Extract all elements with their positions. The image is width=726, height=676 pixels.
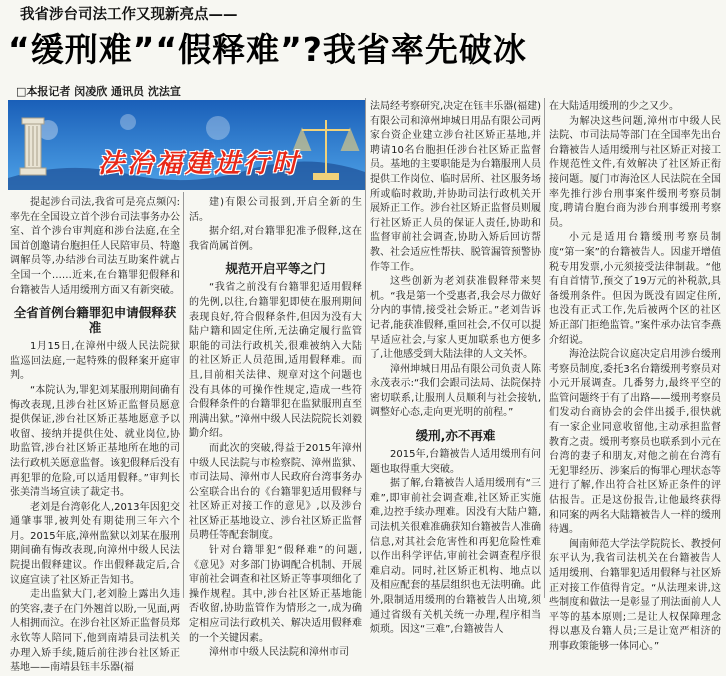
article-byline: □本报记者 闵凌欣 通讯员 沈法宣 xyxy=(16,85,181,98)
subheading: 全省首例台籍罪犯申请假释获准 xyxy=(13,305,177,336)
paragraph: 漳州市中级人民法院和漳州市司 xyxy=(209,647,349,659)
paragraph: 在大陆适用缓刑的少之又少。 xyxy=(549,101,679,112)
paragraph: 这些创新为老刘获准假释带来契机。“我是第一个受惠者,我会尽力做好分内的事情,接受社会矫正。”老刘告诉记者,能获准假释,重回社会,不仅可以提早适应社会,与家人更加联系也方便多了,让他感受到大陆法律的人文关怀。 xyxy=(370,276,541,361)
article-column-4 xyxy=(549,100,721,652)
paragraph: 漳州坤城日用品有限公司负责人陈永茂表示:“我们会跟司法局、法院保持密切联系,让服刑人员顺利与社会接轨,调整好心态,走向更光明的前程。” xyxy=(370,363,541,419)
banner-title: 法治福建进行时 xyxy=(98,149,302,179)
article-column-1 xyxy=(10,196,180,674)
paragraph: 提起涉台司法,我省可是亮点频闪:率先在全国设立首个涉台司法事务办公室、首个涉台审判庭和涉台法庭,在全国首创邀请台胞担任人民陪审员、特邀调解员等,办结涉台司法互助案件就占全国一个……近来,在台籍罪犯假释和台籍被告人适用缓刑方面又有新突破。 xyxy=(10,197,180,296)
paragraph: 1月15日,在漳州中级人民法院狱监巡回法庭,一起特殊的假释案开庭审判。 xyxy=(10,341,180,382)
paragraph: “本院认为,罪犯刘某服刑期间确有悔改表现,且涉台社区矫正监督员愿意提供保证,涉台社区矫正基地愿意予以收留、接纳并提供住处、就业岗位,协助监管,涉台社区矫正基地所在地的司法行政机关愿意监督。该犯假释后没有再犯罪的危险,可以适用假释。”审判长张美清当场宣读了裁定书。 xyxy=(10,384,180,499)
article-column-2 xyxy=(189,196,362,659)
paragraph: 而此次的突破,得益于2015年漳州中级人民法院与市检察院、漳州监狱、市司法局、漳州市人民政府台湾事务办公室联合出台的《台籍罪犯适用假释与社区矫正对接工作的意见》,以及涉台社区矫正基地设立、涉台社区矫正监督员聘任等配套制度。 xyxy=(189,442,362,542)
paragraph: 小元是适用台籍缓刑考察员制度“第一案”的台籍被告人。因虚开增值税专用发票,小元须接受法律制裁。“他有自首情节,预交了19万元的补税款,具备缓刑条件。但因为既没有固定住所,也没有正式工作,先后被两个区的社区矫正部门拒绝监管。”案件承办法官李燕介绍说。 xyxy=(549,232,721,346)
column-banner xyxy=(8,100,365,190)
paragraph: 据了解,台籍被告人适用缓刑有“三难”,即审前社会调查难,社区矫正实施难,边控手续办理难。因没有大陆户籍,司法机关很难准确获知台籍被告人准确信息,对其社会危害性和再犯危险性难以作出科学评估,审前社会调查程序很难启动。同时,社区矫正机构、地点以及相应配套的基层组织也无法明确。此外,限制适用缓刑的台籍被告人出境,须通过省级有关机关统一办理,程序相当烦琐。因这“三难”,台籍被告人 xyxy=(370,478,541,636)
subheading: 缓刑,亦不再难 xyxy=(415,428,496,444)
paragraph: 老刘是台湾彰化人,2013年因犯交通肇事罪,被判处有期徒刑三年六个月。2015年底,漳州监狱以刘某在服刑期间确有悔改表现,向漳州中级人民法院提出假释建议。作出假释裁定后,合议庭宣读了社区矫正告知书。 xyxy=(10,501,180,586)
article-column-3 xyxy=(370,100,541,636)
paragraph: 为解决这些问题,漳州市中级人民法院、市司法局等部门在全国率先出台台籍被告人适用缓刑与社区矫正对接工作规范性文件,有效解决了社区矫正衔接问题。厦门市海沧区人民法院在全国率先推行涉台刑事案件缓刑考察员制度,聘请台胞台商为涉台刑事缓刑考察员。 xyxy=(549,115,721,229)
paragraph: “我省之前没有台籍罪犯适用假释的先例,以往,台籍罪犯即使在服刑期间表现良好,符合假释条件,但因为没有大陆户籍和固定住所,无法确定履行监管职能的司法行政机关,很难被纳入大陆的社区矫正人员范围,适用假释难。而且,目前相关法律、规章对这个问题也没有具体的可操作性规定,造成一些符合假释条件的台籍罪犯在监狱服刑直至刑满出狱。”漳州中级人民法院院长刘毅勤介绍。 xyxy=(189,282,362,440)
paragraph: 闽南师范大学法学院院长、教授何东平认为,我省司法机关在台籍被告人适用缓刑、台籍罪犯适用假释与社区矫正对接工作值得肯定。“从法理来讲,这些制度和做法一是彰显了刑法面前人人平等的基本原则;二是让人权保障理念得以惠及台籍人员;三是让宽严相济的刑事政策能够一体同心。” xyxy=(549,538,721,652)
paragraph: 2015年,台籍被告人适用缓刑有问题也取得重大突破。 xyxy=(370,449,541,475)
column-divider xyxy=(544,98,545,598)
article-kicker: 我省涉台司法工作又现新亮点—— xyxy=(20,7,238,23)
paragraph: 据介绍,对台籍罪犯准予假释,这在我省尚属首例。 xyxy=(189,226,362,252)
column-divider xyxy=(183,192,184,598)
paragraph: 海沧法院合议庭决定启用涉台缓刑考察员制度,委托3名台籍缓刑考察员对小元开展调查。几番努力,最终平空的监管问题终于有了出路——缓刑考察员们发动台商协会的会伴出援手,很快就有一家企业同意收留他,主动承担监督教育之责。缓刑考察员也联系到小元在台湾的妻子和朋友,对他之前在台湾有无犯罪经历、涉案后的悔罪心理状态等进行了解,作出符合社区矫正条件的评估报告。正是这份报告,让他最终获得和同案的两名大陆籍被告人一样的缓刑待遇。 xyxy=(549,349,721,536)
paragraph: 针对台籍罪犯“假释难”的问题,《意见》对多部门协调配合机制、开展审前社会调查和社区矫正等事项细化了操作规程。其中,涉台社区矫正基地能否收留,协助监管作为情形之一,成为确定相应司法行政机关、解决适用假释难的一个关键因素。 xyxy=(189,545,362,644)
paragraph: 建)有限公司报到,开启全新的生活。 xyxy=(189,197,362,223)
paragraph: 走出监狱大门,老刘脸上露出久违的笑容,妻子在门外翘首以盼,一见面,两人相拥而泣。在涉台社区矫正监督员郑永钦等人陪同下,他到南靖县司法机关办理入矫手续,随后前往涉台社区矫正基地——南靖县钰丰乐器(福 xyxy=(10,589,180,674)
paragraph: 法局经考察研究,决定在钰丰乐器(福建)有限公司和漳州坤城日用品有限公司两家台资企业建立涉台社区矫正基地,并聘请10名台胞担任涉台社区矫正监督员。基地的主要职能是为台籍服刑人员提供工作岗位、临时居所、社区服务场所或临时救助,并协助司法行政机关开展矫正工作。涉台社区矫正监督员则履行社区矫正人员的保证人责任,协助和监督审前社会调查,协助入矫后回访帮教、社会适应性帮扶、脱管漏管预警协作等工作。 xyxy=(370,101,541,273)
subheading: 规范开启平等之门 xyxy=(225,261,326,277)
article-headline: “缓刑难”“假释难”?我省率先破冰 xyxy=(8,30,527,69)
column-divider xyxy=(365,98,366,598)
